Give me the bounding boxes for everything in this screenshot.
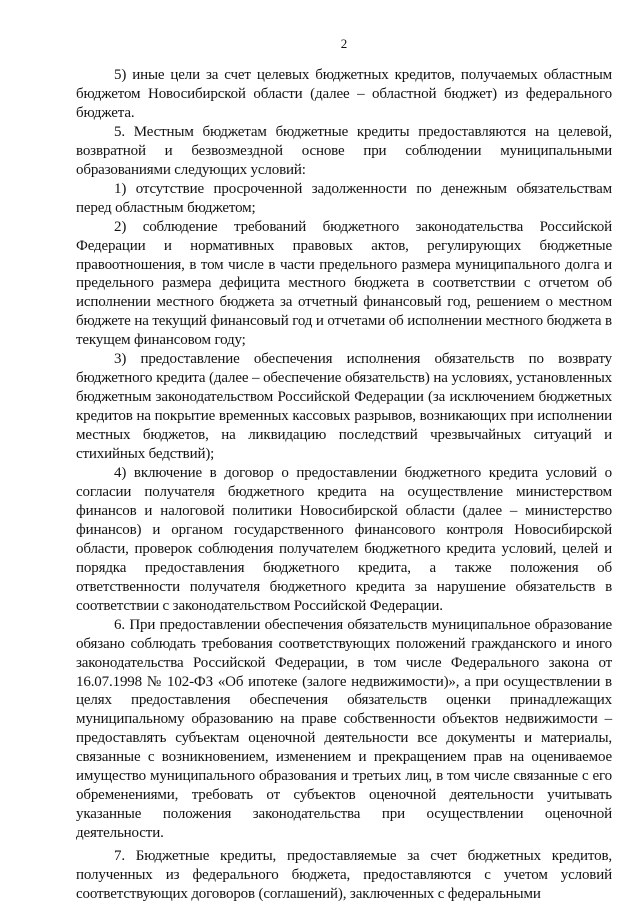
paragraph-condition-2: 2) соблюдение требований бюджетного законодательства Российской Федерации и нормативных правовых актов, регулирующих бюджетные правоотношения, в том числе в части предельного размера муниципального долга и предельного размера дефицита местного бюджета в соответствии с отчетом об исполнении местного бюджета за отчетный финансовый год, решением о местном бюджете на текущий финансовый год и отчетами об исполнении местного бюджета в текущем финансовом году; (76, 218, 612, 349)
page-number: 2 (340, 36, 348, 51)
paragraph-condition-3: 3) предоставление обеспечения исполнения обязательств по возврату бюджетного кредита (далее – обеспечение обязательств) на условиях, установленных бюджетным законодательством Российской Федерации (за исключением бюджетных кредитов на покрытие временных кассовых разрывов, возникающих при исполнении местных бюджетов, на ликвидацию последствий чрезвычайных ситуаций и стихийных бедствий); (76, 351, 612, 463)
paragraph-section-5: 5. Местным бюджетам бюджетные кредиты предоставляются на целевой, возвратной и безвозмездной основе при соблюдении муниципальными образованиями следующих условий: (76, 123, 612, 178)
paragraph-section-6: 6. При предоставлении обеспечения обязательств муниципальное образование обязано соблюдать требования соответствующих положений гражданского и иного законодательства Российской Федерации, в том числе Федерального закона от 16.07.1998 № 102-ФЗ «Об ипотеке (залоге недвижимости)», а при осуществлении в целях предоставления обеспечения обязательств оценки принадлежащих муниципальному образованию на праве собственности объектов недвижимости – предоставлять субъектам оценочной деятельности все документы и материалы, связанные с возникновением, изменением и прекращением прав на оцениваемое имущество муниципального образования и третьих лиц, в том числе связанные с его обременениями, требовать от субъектов оценочной деятельности учитывать указанные положения законодательства при осуществлении оценочной деятельности. (76, 616, 612, 842)
paragraph-section-7: 7. Бюджетные кредиты, предоставляемые за счет бюджетных кредитов, полученных из федерального бюджета, предоставляются с учетом условий соответствующих договоров (соглашений), заключенных с федеральными (76, 848, 612, 902)
paragraph-item-5-other-goals: 5) иные цели за счет целевых бюджетных кредитов, получаемых областным бюджетом Новосибирской области (далее – областной бюджет) из федерального бюджета. (76, 67, 612, 121)
paragraph-condition-4: 4) включение в договор о предоставлении бюджетного кредита условий о согласии получателя бюджетного кредита на осуществление министерством финансов и налоговой политики Новосибирской области (далее – министерство финансов) и органом государственного финансового контроля Новосибирской области, проверок соблюдения получателем бюджетного кредита условий, целей и порядка предоставления бюджетного кредита, а также положения об ответственности получателя бюджетного кредита за нарушение обязательств в соответствии с законодательством Российской Федерации. (76, 465, 612, 614)
paragraph-condition-1: 1) отсутствие просроченной задолженности по денежным обязательствам перед областным бюджетом; (76, 180, 612, 216)
document-page (76, 36, 612, 904)
